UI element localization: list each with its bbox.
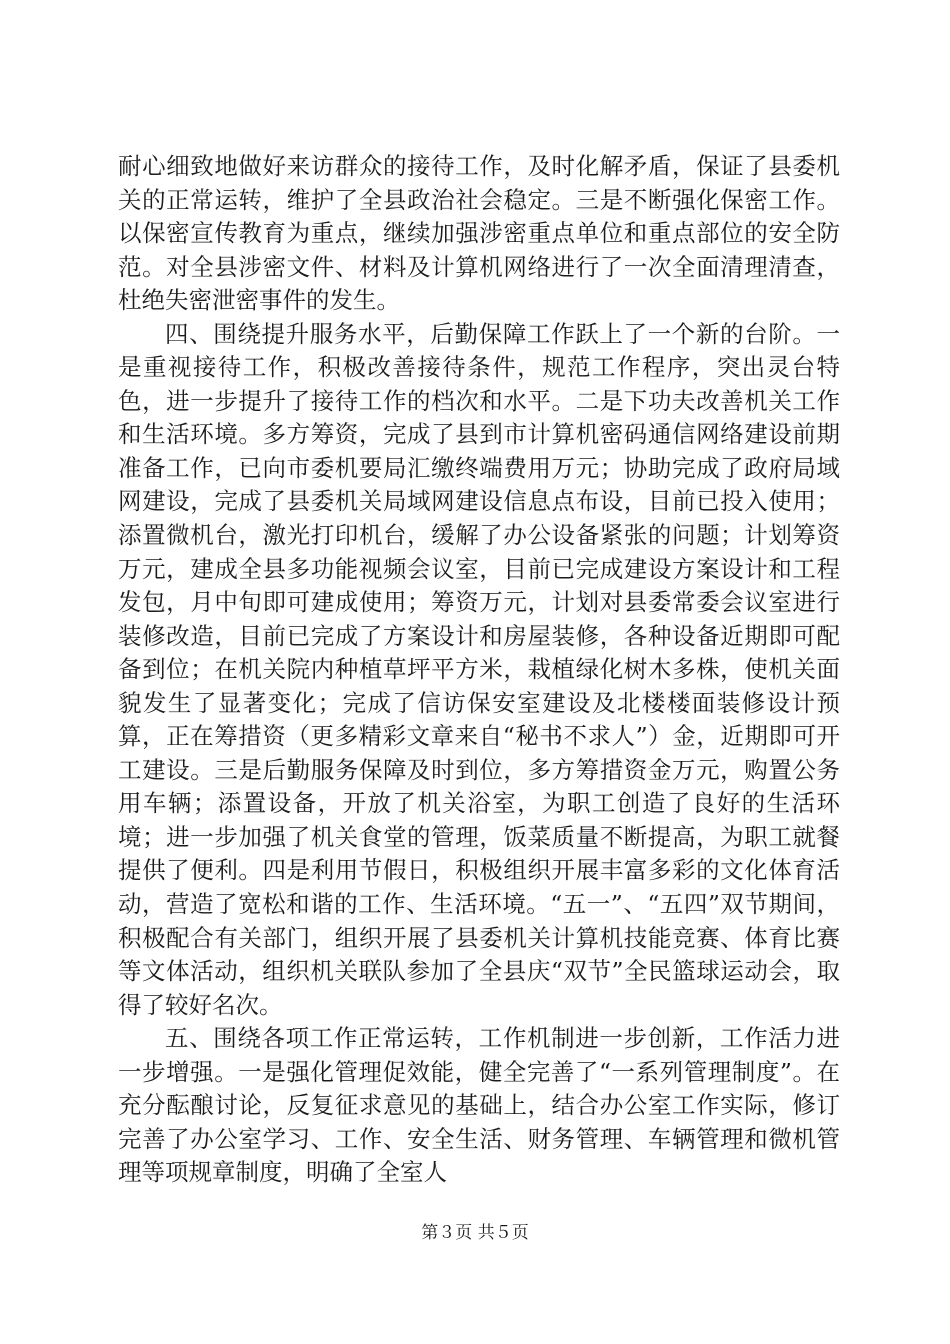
paragraph-section-four: 四、围绕提升服务水平，后勤保障工作跃上了一个新的台阶。一是重视接待工作，积极改善接待条件，规范工作程序，突出灵台特色，进一步提升了接待工作的档次和水平。二是下功夫改善机关工作和生活环境。多方筹资，完成了县到市计算机密码通信网络建设前期准备工作，已向市委机要局汇缴终端费用万元；协助完成了政府局域网建设，完成了县委机关局域网建设信息点布设，目前已投入使用；添置微机台，激光打印机台，缓解了办公设备紧张的问题；计划筹资万元，建成全县多功能视频会议室，目前已完成建设方案设计和工程发包，月中旬即可建成使用；筹资万元，计划对县委常委会议室进行装修改造，目前已完成了方案设计和房屋装修，各种设备近期即可配备到位；在机关院内种植草坪平方米，栽植绿化树木多株，使机关面貌发生了显著变化；完成了信访保安室建设及北楼楼面装修设计预算，正在筹措资（更多精彩文章来自“秘书不求人”）金，近期即可开工建设。三是后勤服务保障及时到位，多方筹措资金万元，购置公务用车辆；添置设备，开放了机关浴室，为职工创造了良好的生活环境；进一步加强了机关食堂的管理，饭菜质量不断提高，为职工就餐提供了便利。四是利用节假日，积极组织开展丰富多彩的文化体育活动，营造了宽松和谐的工作、生活环境。“五一”、“五四”双节期间，积极配合有关部门，组织开展了县委机关计算机技能竞赛、体育比赛等文体活动，组织机关联队参加了全县庆“双节”全民篮球运动会，取得了较好名次。 bbox=[118, 319, 840, 1019]
paragraph-continued: 耐心细致地做好来访群众的接待工作，及时化解矛盾，保证了县委机关的正常运转，维护了全县政治社会稳定。三是不断强化保密工作。以保密宣传教育为重点，继续加强涉密重点单位和重点部位的安全防范。对全县涉密文件、材料及计算机网络进行了一次全面清理清查，杜绝失密泄密事件的发生。 bbox=[118, 152, 840, 315]
page-footer: 第３页 共５页 bbox=[421, 1223, 529, 1243]
paragraph-section-five: 五、围绕各项工作正常运转，工作机制进一步创新，工作活力进一步增强。一是强化管理促效能，健全完善了“一系列管理制度”。在充分酝酿讨论，反复征求意见的基础上，结合办公室工作实际，修订完善了办公室学习、工作、安全生活、财务管理、车辆管理和微机管理等项规章制度，明确了全室人 bbox=[118, 1024, 840, 1187]
document-body bbox=[118, 150, 840, 1190]
